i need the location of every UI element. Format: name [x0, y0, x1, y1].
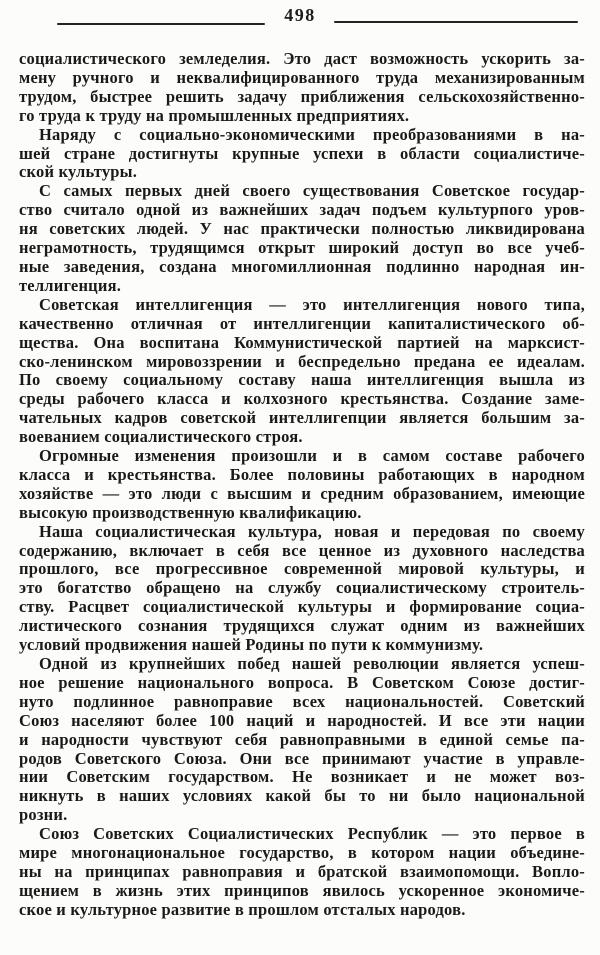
text-line: среды рабочего класса и колхозного крестьянства. Создание заме-	[19, 389, 585, 409]
text-line: ство считало одной из важнейших задач подъем культурпого уров-	[19, 200, 585, 220]
text-line: качественно отличная от интеллигенции капиталистического об-	[19, 313, 585, 333]
text-line: неграмотность, трудящимся открыт широкий доступ во все учеб-	[19, 238, 585, 258]
text-line: класса и крестьянства. Более половины работающих в народном	[19, 464, 585, 484]
text-line: Наряду с социально-экономическими преобразованиями в на-	[39, 124, 585, 144]
text-line: мену ручного и неквалифицированного труда механизированным	[19, 67, 585, 87]
text-line: высокую производственную квалификацию.	[19, 502, 362, 522]
text-line: ны на принципах равноправия и братской взаимопомощи. Вопло-	[19, 861, 585, 881]
header-rule-left	[57, 23, 265, 25]
page-text	[19, 50, 585, 920]
text-line: щества. Она воспитана Коммунистической партией на марксист-	[19, 332, 585, 352]
text-line: розни.	[19, 805, 68, 825]
text-line: Наша социалистическая культура, новая и передовая по своему	[39, 521, 585, 541]
paragraph	[19, 655, 585, 825]
text-line: это богатство обращено на службу социалистическому строитель-	[19, 578, 585, 598]
text-line: чательных кадров советской интеллигепции является большим за-	[19, 408, 585, 428]
text-line: С самых первых дней своего существования Советское государ-	[39, 181, 585, 201]
header-rule-right	[334, 21, 578, 23]
text-line: листического сознания трудящихся служат одним из важнейших	[19, 616, 585, 636]
text-line: условий продвижения нашей Родины по пути к коммунизму.	[19, 635, 484, 655]
paragraph	[19, 296, 585, 447]
text-line: социалистического земледелия. Это даст возможность ускорить за-	[19, 49, 585, 68]
text-line: ству. Расцвет социалистической культуры и формирование социа-	[19, 597, 585, 617]
text-line: никнуть в наших условиях какой бы то ни было национальной	[19, 786, 585, 806]
text-line: хозяйстве — это люди с высшим и средним образованием, имеющие	[19, 483, 585, 503]
paragraph	[19, 50, 585, 126]
paragraph	[19, 523, 585, 655]
text-line: нуто подлинное равноправие всех национальностей. Советский	[19, 691, 585, 711]
text-line: теллигенция.	[19, 275, 122, 295]
paragraph	[19, 825, 585, 920]
text-line: мире многонациональное государство, в котором нации объедине-	[19, 843, 585, 863]
text-line: ные заведения, создана многомиллионная подлинно народная ин-	[19, 256, 585, 276]
text-line: содержанию, включает в себя все ценное из духовного наследства	[19, 540, 585, 560]
paragraph	[19, 126, 585, 183]
paragraph	[19, 182, 585, 295]
text-line: Союз населяют более 100 наций и народностей. И все эти нации	[19, 710, 585, 730]
paragraph	[19, 447, 585, 523]
running-head	[0, 0, 600, 42]
text-line: ской культуры.	[19, 162, 138, 182]
text-line: Одной из крупнейших побед нашей революции является успеш-	[39, 654, 585, 673]
page-number: 498	[284, 5, 316, 25]
text-line: ское и культурное развитие в прошлом отсталых народов.	[19, 899, 466, 919]
text-line: Союз Советских Социалистических Республик — это первое в	[39, 824, 585, 844]
text-line: По своему социальному составу наша интеллигенция вышла из	[19, 370, 585, 390]
text-line: нии Советским государством. Не возникает и не может воз-	[19, 767, 585, 787]
text-line: ско-ленинском мировоззрении и беспредельно предана ее идеалам.	[19, 351, 585, 371]
text-line: трудом, быстрее решить задачу приближения сельскохозяйственно-	[19, 86, 585, 106]
text-line: Советская интеллигенция — это интеллигенция нового типа,	[39, 294, 585, 314]
text-line: родов Советского Союза. Они все принимают участие в управле-	[19, 748, 585, 768]
text-line: и народности чувствуют себя равноправными в единой семье па-	[19, 729, 585, 749]
text-line: го труда к труду на промышленных предприятиях.	[19, 105, 410, 125]
text-line: ня советских людей. У нас практически полностью ликвидирована	[19, 219, 585, 239]
text-line: ное решение национального вопроса. В Советском Союзе достиг-	[19, 672, 585, 692]
text-line: шей стране достигнуты крупные успехи в области социалистиче-	[19, 143, 585, 163]
text-line: воеванием социалистического строя.	[19, 427, 303, 447]
text-line: Огромные изменения произошли и в самом составе рабочего	[39, 446, 585, 466]
text-line: прошлого, все прогрессивное современной мировой культуры, и	[19, 559, 585, 579]
text-line: щением в жизнь этих принципов явилось ускоренное экономиче-	[19, 880, 585, 900]
